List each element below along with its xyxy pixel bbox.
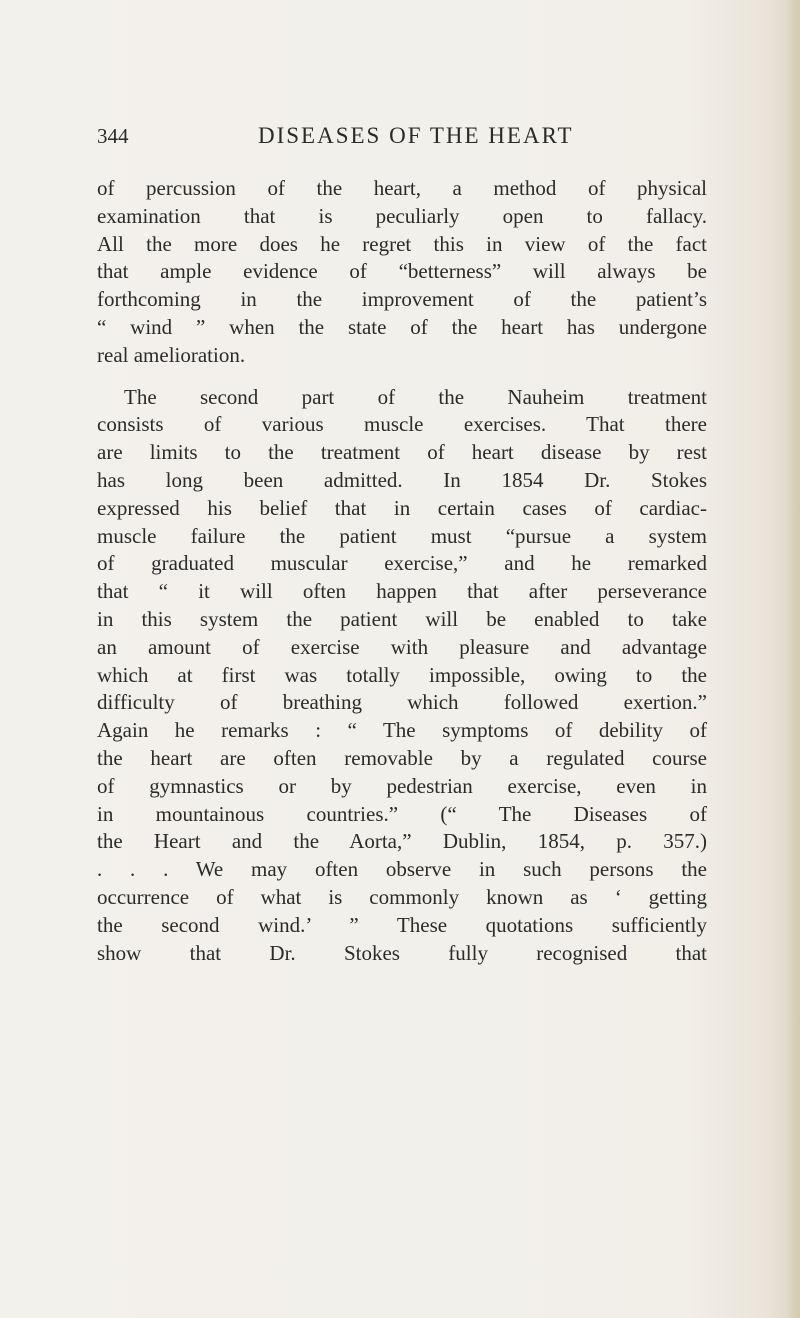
page-header: [97, 122, 697, 152]
text-line: that “ it will often happen that after perseverance: [97, 579, 707, 604]
text-line: show that Dr. Stokes fully recognised that: [97, 940, 707, 965]
text-line: of percussion of the heart, a method of physical: [97, 176, 707, 200]
text-line: The second part of the Nauheim treatment: [124, 384, 707, 409]
text-line: the Heart and the Aorta,” Dublin, 1854, p. 357.): [97, 829, 707, 854]
text-line: of graduated muscular exercise,” and he remarked: [97, 551, 707, 576]
text-line: . . . We may often observe in such persons the: [97, 857, 707, 882]
text-line: in mountainous countries.” (“ The Diseases of: [97, 801, 707, 826]
text-line: are limits to the treatment of heart disease by rest: [97, 440, 707, 465]
text-line: real amelioration.: [97, 342, 246, 367]
text-line: examination that is peculiarly open to fallacy.: [97, 203, 707, 228]
text-line: muscle failure the patient must “pursue a system: [97, 523, 707, 548]
paragraph-1: [97, 175, 707, 370]
text-line: difficulty of breathing which followed exertion.”: [97, 690, 707, 715]
text-line: an amount of exercise with pleasure and advantage: [97, 634, 707, 659]
page-edge-shadow: [786, 0, 800, 1318]
text-line: consists of various muscle exercises. That there: [97, 412, 707, 437]
text-line: the second wind.’ ” These quotations sufficiently: [97, 912, 707, 937]
text-line: All the more does he regret this in view of the fact: [97, 231, 707, 256]
text-line: that ample evidence of “betterness” will always be: [97, 259, 707, 284]
text-line: of gymnastics or by pedestrian exercise, even in: [97, 773, 707, 798]
text-line: forthcoming in the improvement of the patient’s: [97, 287, 707, 312]
page-number: 344: [97, 124, 129, 148]
text-line: the heart are often removable by a regulated course: [97, 745, 707, 770]
text-line: “ wind ” when the state of the heart has undergone: [97, 314, 707, 339]
text-line: in this system the patient will be enabled to take: [97, 606, 707, 631]
body-text: [97, 175, 707, 981]
text-line: expressed his belief that in certain cases of cardiac-: [97, 495, 707, 520]
paragraph-2: [97, 384, 707, 968]
running-head: DISEASES OF THE HEART: [258, 123, 574, 148]
text-line: Again he remarks : “ The symptoms of debility of: [97, 718, 707, 743]
text-line: has long been admitted. In 1854 Dr. Stokes: [97, 467, 707, 492]
text-line: which at first was totally impossible, owing to the: [97, 662, 707, 687]
text-line: occurrence of what is commonly known as ‘ getting: [97, 884, 707, 909]
